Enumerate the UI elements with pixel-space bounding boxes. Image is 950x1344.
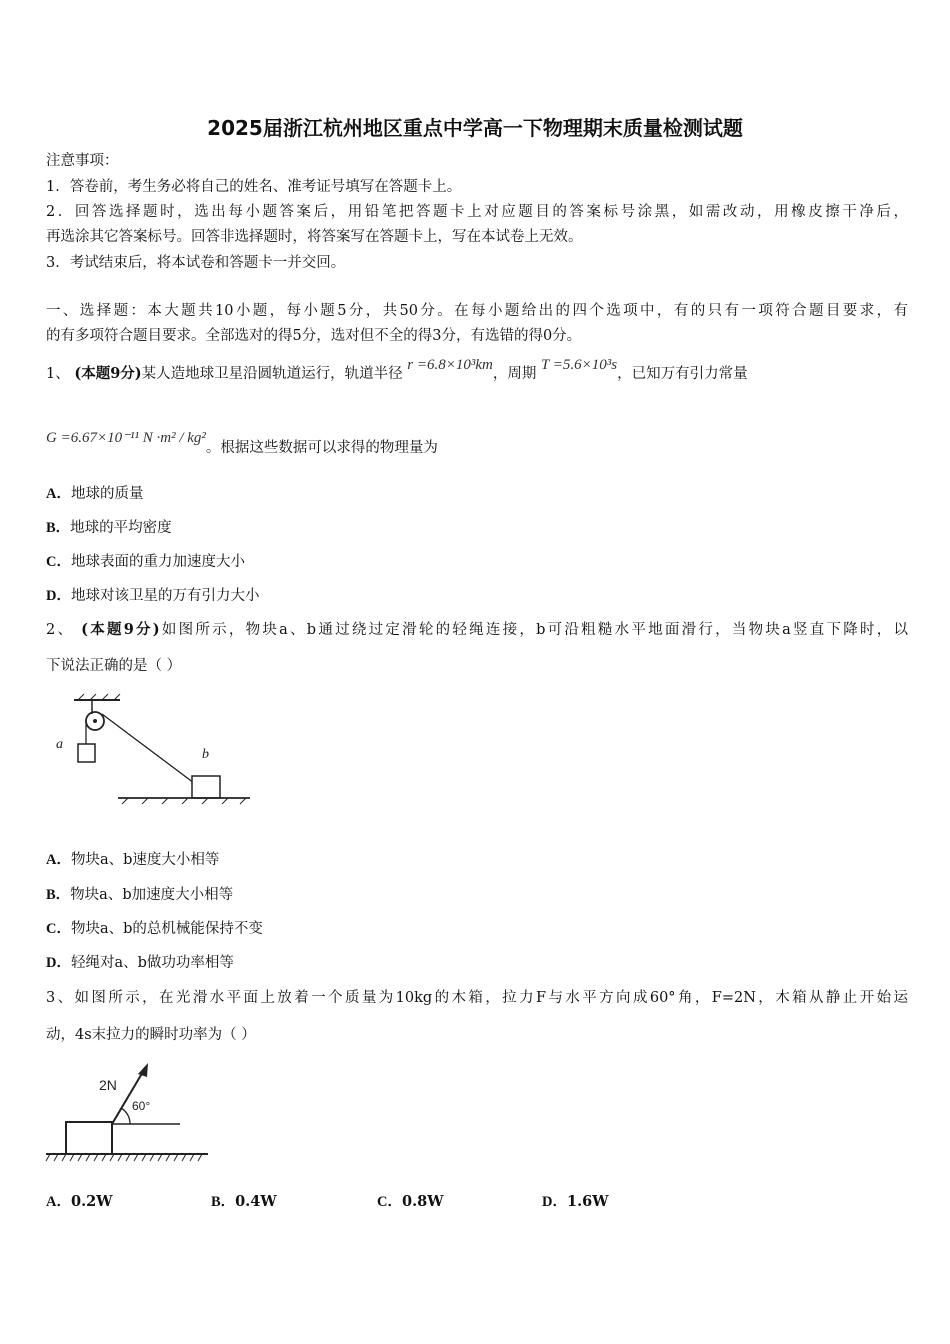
option-label: A． <box>46 852 71 868</box>
option-text: 物块a、b速度大小相等 <box>70 852 220 868</box>
q2-stem <box>46 620 908 640</box>
option-label: C． <box>46 554 71 570</box>
option-label: A． <box>46 486 71 502</box>
q1-number: 1、 <box>46 366 70 382</box>
q1-text-b: ，周期 <box>492 366 537 382</box>
q3-box-figure <box>44 1058 214 1166</box>
q2-option-d[interactable] <box>46 953 234 973</box>
q1-text-d: 。根据这些数据可以求得的物理量为 <box>205 440 438 456</box>
page-title: 2025届浙江杭州地区重点中学高一下物理期末质量检测试题 <box>207 116 743 140</box>
option-label: B． <box>46 887 71 903</box>
block-b <box>192 776 220 798</box>
option-text: 地球的平均密度 <box>70 520 172 536</box>
q3-option-a[interactable] <box>46 1192 113 1212</box>
q1-option-c[interactable] <box>46 552 245 572</box>
option-text: 物块a、b加速度大小相等 <box>70 887 234 903</box>
force-label: 2N <box>99 1077 117 1093</box>
option-text: 0.8W <box>401 1193 444 1210</box>
notice-item-2: 2．回答选择题时，选出每小题答案后，用铅笔把答题卡上对应题目的答案标号涂黑，如需改动，用橡皮擦干净后， <box>46 204 908 220</box>
option-label: C． <box>377 1194 402 1210</box>
block-a <box>78 744 95 762</box>
option-label: D． <box>46 955 71 971</box>
q2-option-a[interactable] <box>46 850 219 870</box>
rope-to-b <box>102 714 194 783</box>
notice-heading: 注意事项： <box>46 153 119 169</box>
q3-stem: 3、如图所示，在光滑水平面上放着一个质量为10kg的木箱，拉力F与水平方向成60°角，F=2N，木箱从静止开始运 <box>46 990 908 1006</box>
notice-item-1: 1．答卷前，考生务必将自己的姓名、准考证号填写在答题卡上。 <box>46 179 462 195</box>
q2-points: (本题9分) <box>81 621 160 638</box>
option-text: 地球表面的重力加速度大小 <box>70 554 245 570</box>
q1-radius-formula: r =6.8×10³km <box>407 357 493 373</box>
q3-option-c[interactable] <box>377 1192 444 1212</box>
notice-item-3: 3．考试结束后，将本试卷和答题卡一并交回。 <box>46 255 346 271</box>
q2-pulley-figure <box>40 686 260 812</box>
option-text: 0.2W <box>70 1193 113 1210</box>
q1-period-formula: T =5.6×10³s <box>540 357 618 373</box>
q1-text-a: 某人造地球卫星沿圆轨道运行，轨道半径 <box>141 366 403 382</box>
ground-hatch <box>46 1154 202 1161</box>
option-label: B． <box>46 520 71 536</box>
option-text: 地球的质量 <box>70 486 144 502</box>
q3-stem-line2: 动，4s末拉力的瞬时功率为（ ） <box>46 1027 256 1043</box>
option-text: 地球对该卫星的万有引力大小 <box>70 588 260 604</box>
q1-text-c: ，已知万有引力常量 <box>617 366 748 382</box>
q1-g-formula: G =6.67×10⁻¹¹ N ·m² / kg² <box>46 430 206 446</box>
option-label: D． <box>542 1194 567 1210</box>
section-intro-line1: 一、选择题：本大题共10小题，每小题5分，共50分。在每小题给出的四个选项中，有的只有一项符合题目要求，有 <box>46 303 908 319</box>
q2-option-b[interactable] <box>46 885 233 905</box>
q1-stem-cont <box>46 430 908 458</box>
option-text: 1.6W <box>566 1193 609 1210</box>
label-b: b <box>202 747 209 762</box>
ground-hatch <box>122 798 246 804</box>
q1-points: (本题9分) <box>74 365 142 382</box>
option-label: D． <box>46 588 71 604</box>
q3-option-d[interactable] <box>542 1192 609 1212</box>
q2-number: 2、 <box>46 622 75 638</box>
wooden-box <box>66 1122 112 1154</box>
label-a: a <box>56 737 63 752</box>
angle-arc <box>121 1108 130 1124</box>
q1-stem <box>46 357 908 384</box>
option-text: 0.4W <box>235 1193 277 1210</box>
angle-label: 60° <box>132 1099 151 1113</box>
notice-item-2-cont: 再选涂其它答案标号。回答非选择题时，将答案写在答题卡上，写在本试卷上无效。 <box>46 229 583 245</box>
q2-option-c[interactable] <box>46 919 263 939</box>
option-label: B． <box>211 1194 236 1210</box>
option-label: A． <box>46 1194 71 1210</box>
option-text: 物块a、b的总机械能保持不变 <box>70 921 263 937</box>
pulley-axle <box>93 719 97 723</box>
force-arrowhead <box>138 1063 148 1077</box>
q1-option-b[interactable] <box>46 518 172 538</box>
q1-option-d[interactable] <box>46 586 259 606</box>
option-label: C． <box>46 921 71 937</box>
q3-option-b[interactable] <box>211 1192 277 1212</box>
option-text: 轻绳对a、b做功功率相等 <box>70 955 234 971</box>
q2-stem-line2: 下说法正确的是（ ） <box>46 658 182 674</box>
q2-text-line1: 如图所示，物块a、b通过绕过定滑轮的轻绳连接，b可沿粗糙水平地面滑行，当物块a竖直下降时，以 <box>159 622 908 638</box>
q1-option-a[interactable] <box>46 484 143 504</box>
section-intro-line2: 的有多项符合题目要求。全部选对的得5分，选对但不全的得3分，有选错的得0分。 <box>46 328 582 344</box>
